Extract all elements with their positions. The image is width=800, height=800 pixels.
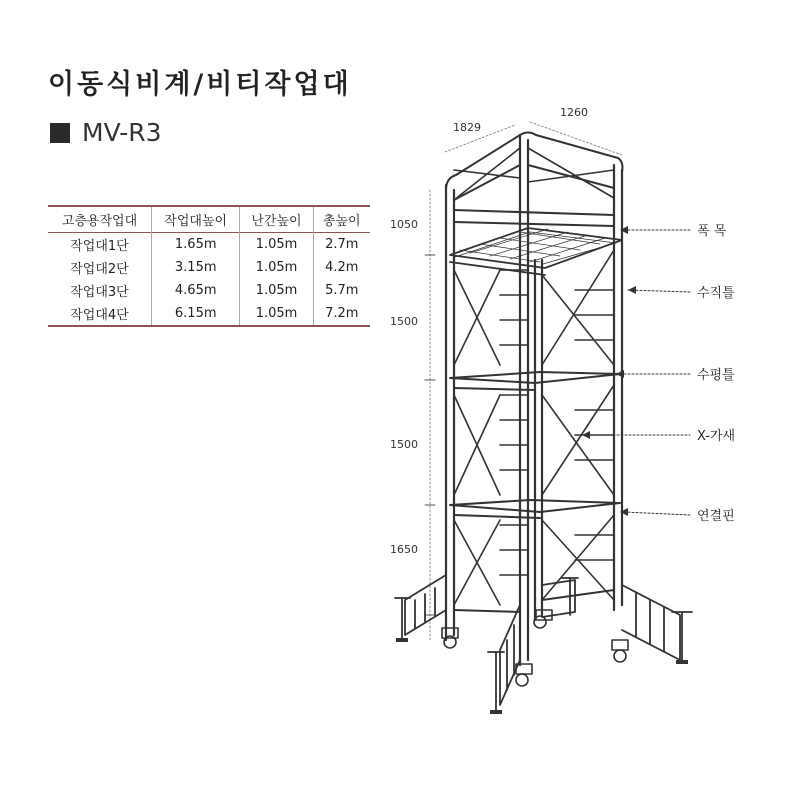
top-x-brace: [454, 148, 614, 200]
table-cell: 1.05m: [240, 256, 313, 279]
col-header-total-height: 총높이: [322, 214, 361, 229]
ladder-rungs: [500, 270, 528, 575]
table-cell: 5.7m: [325, 283, 359, 298]
table-cell: 1.05m: [240, 233, 313, 257]
col-header-railing-height: 난간높이: [240, 206, 313, 233]
callout-connecting-pin: 연결핀: [697, 509, 735, 524]
dim-width-label: 1829: [453, 121, 481, 134]
callout-x-brace: X-가새: [697, 429, 736, 444]
model-name: MV-R3: [82, 118, 162, 147]
table-cell: 4.65m: [151, 279, 240, 302]
side-x-braces: [542, 250, 614, 600]
table-cell: 6.15m: [151, 302, 240, 326]
dim-height-2-label: 1500: [390, 315, 418, 328]
dimension-lines: [430, 122, 622, 640]
table-cell: 작업대2단: [48, 256, 151, 279]
dim-height-4-label: 1650: [390, 543, 418, 556]
callout-toeboard: 폭 목: [697, 224, 727, 239]
callout-horizontal-frame: 수평틀: [697, 368, 735, 383]
table-cell: 작업대4단: [48, 302, 151, 326]
dim-height-3-label: 1500: [390, 438, 418, 451]
page-title: 이동식비계/비티작업대: [48, 69, 352, 100]
dim-height-1-label: 1050: [390, 218, 418, 231]
table-cell: 작업대1단: [48, 233, 151, 257]
callout-arrows: [585, 230, 690, 515]
table-cell: 7.2m: [325, 306, 359, 321]
table-cell: 1.05m: [240, 302, 313, 326]
base-plates: [396, 638, 688, 714]
table-cell: 1.65m: [151, 233, 240, 257]
table-cell: 작업대3단: [48, 279, 151, 302]
callout-vertical-frame: 수직틀: [697, 286, 735, 301]
top-rail: [446, 133, 623, 227]
caster-wheels: [442, 610, 628, 686]
table-cell: 4.2m: [325, 260, 359, 275]
outriggers: [395, 575, 692, 712]
front-x-braces: [454, 270, 500, 605]
table-cell: 3.15m: [151, 256, 240, 279]
callout-arrowheads: [582, 226, 636, 516]
col-header-platform-height: 작업대높이: [151, 206, 240, 233]
dim-depth-label: 1260: [560, 106, 588, 119]
table-cell: 2.7m: [325, 237, 359, 252]
col-header-tier: 고층용작업대: [48, 206, 151, 233]
table-cell: 1.05m: [240, 279, 313, 302]
